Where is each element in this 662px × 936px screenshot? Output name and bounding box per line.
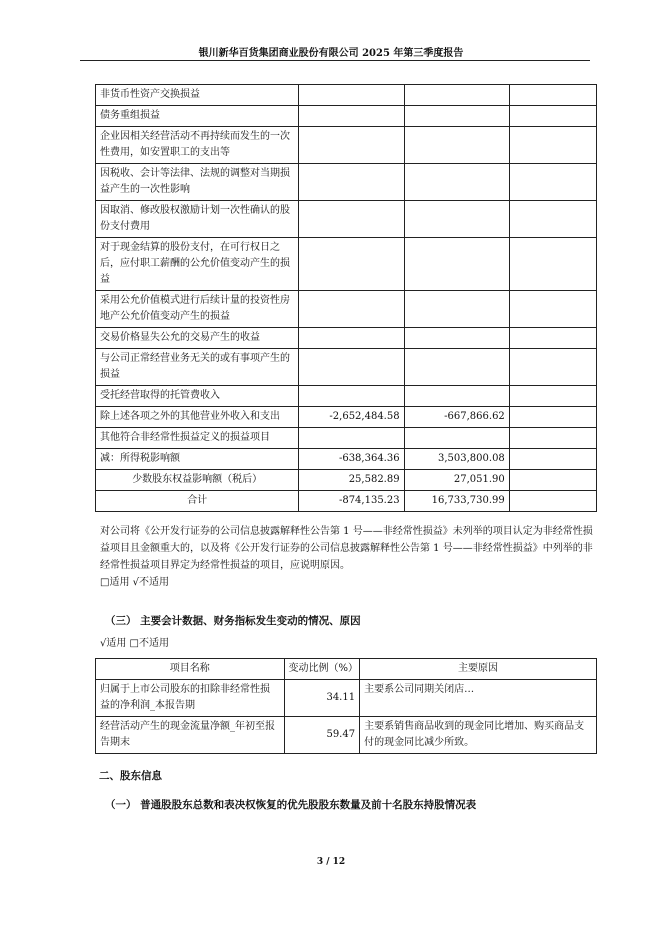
table-row xyxy=(96,470,597,491)
applicability-options: □适用 √不适用 xyxy=(100,577,169,588)
table-row xyxy=(96,238,597,291)
table-row-total xyxy=(96,491,597,512)
page-number: 3 / 12 xyxy=(316,857,346,867)
table-row xyxy=(96,85,597,106)
table-header-row xyxy=(96,659,597,680)
table-row xyxy=(96,407,597,428)
current-period-value xyxy=(299,328,404,349)
ytd-value xyxy=(404,238,509,291)
current-period-value: -874,135.23 xyxy=(299,491,404,512)
table-row xyxy=(96,127,597,164)
non-recurring-items-table xyxy=(95,84,597,512)
current-period-value xyxy=(299,164,404,201)
item-label: 因税收、会计等法律、法规的调整对当期损益产生的一次性影响 xyxy=(96,164,299,201)
header-divider xyxy=(80,60,590,61)
item-label: 受托经营取得的托管费收入 xyxy=(96,386,299,407)
section-heading-3: （三） 主要会计数据、财务指标发生变动的情况、原因 xyxy=(105,615,361,627)
table-row xyxy=(96,291,597,328)
item-note xyxy=(509,238,596,291)
ytd-value xyxy=(404,386,509,407)
table-row xyxy=(96,386,597,407)
item-label: 除上述各项之外的其他营业外收入和支出 xyxy=(96,407,299,428)
subsection-heading-1: （一） 普通股股东总数和表决权恢复的优先股股东数量及前十名股东持股情况表 xyxy=(105,799,477,811)
item-note xyxy=(509,349,596,386)
item-name: 归属于上市公司股东的扣除非经常性损益的净利润_本报告期 xyxy=(96,680,285,717)
ytd-value: 16,733,730.99 xyxy=(404,491,509,512)
explanation-paragraph: 对公司将《公开发行证券的公司信息披露解释性公告第 1 号——非经常性损益》未列举的项目认定为非经常性损益项目且金额重大的，以及将《公开发行证券的公司信息披露解释性公告第 1 号——非经常性损益》中列举的非经常性损益项目界定为经常性损益的项目，应说明原因。 xyxy=(100,526,593,571)
item-label: 非货币性资产交换损益 xyxy=(96,85,299,106)
table-row xyxy=(96,328,597,349)
current-period-value xyxy=(299,291,404,328)
table-row xyxy=(96,428,597,449)
item-note xyxy=(509,164,596,201)
current-period-value xyxy=(299,201,404,238)
table-row xyxy=(96,164,597,201)
page-header: 银川新华百货集团商业股份有限公司 2025 年第三季度报告 xyxy=(198,48,464,59)
column-header: 主要原因 xyxy=(360,659,597,680)
current-period-value: 25,582.89 xyxy=(299,470,404,491)
item-note xyxy=(509,85,596,106)
item-label: 债务重组损益 xyxy=(96,106,299,127)
ytd-value xyxy=(404,201,509,238)
current-period-value: -2,652,484.58 xyxy=(299,407,404,428)
current-period-value xyxy=(299,386,404,407)
ytd-value: 27,051.90 xyxy=(404,470,509,491)
change-ratio: 34.11 xyxy=(284,680,360,717)
current-period-value xyxy=(299,127,404,164)
item-label: 企业因相关经营活动不再持续而发生的一次性费用，如安置职工的支出等 xyxy=(96,127,299,164)
item-note xyxy=(509,328,596,349)
change-ratio: 59.47 xyxy=(284,717,360,754)
item-note xyxy=(509,470,596,491)
item-note xyxy=(509,127,596,164)
current-period-value xyxy=(299,106,404,127)
item-label: 减：所得税影响额 xyxy=(96,449,299,470)
table-row xyxy=(96,717,597,754)
column-header: 变动比例（%） xyxy=(284,659,360,680)
table-row xyxy=(96,349,597,386)
item-note xyxy=(509,291,596,328)
section-heading-shareholders: 二、股东信息 xyxy=(99,770,162,782)
ytd-value xyxy=(404,349,509,386)
item-note xyxy=(509,428,596,449)
item-label: 与公司正常经营业务无关的或有事项产生的损益 xyxy=(96,349,299,386)
current-period-value xyxy=(299,428,404,449)
ytd-value xyxy=(404,428,509,449)
table-row xyxy=(96,449,597,470)
current-period-value xyxy=(299,349,404,386)
ytd-value xyxy=(404,127,509,164)
column-header: 项目名称 xyxy=(96,659,285,680)
ytd-value xyxy=(404,328,509,349)
main-reason: 主要系公司同期关闭店… xyxy=(360,680,597,717)
item-label: 因取消、修改股权激励计划一次性确认的股份支付费用 xyxy=(96,201,299,238)
table-row xyxy=(96,201,597,238)
item-label: 少数股东权益影响额（税后） xyxy=(96,470,299,491)
main-reason: 主要系销售商品收到的现金同比增加、购买商品支付的现金同比减少所致。 xyxy=(360,717,597,754)
ytd-value xyxy=(404,164,509,201)
item-label: 合计 xyxy=(96,491,299,512)
item-note xyxy=(509,449,596,470)
item-note xyxy=(509,491,596,512)
ytd-value: -667,866.62 xyxy=(404,407,509,428)
item-note xyxy=(509,407,596,428)
current-period-value xyxy=(299,85,404,106)
item-note xyxy=(509,106,596,127)
ytd-value xyxy=(404,85,509,106)
ytd-value xyxy=(404,106,509,127)
table-row xyxy=(96,106,597,127)
ytd-value: 3,503,800.08 xyxy=(404,449,509,470)
ytd-value xyxy=(404,291,509,328)
item-label: 采用公允价值模式进行后续计量的投资性房地产公允价值变动产生的损益 xyxy=(96,291,299,328)
current-period-value: -638,364.36 xyxy=(299,449,404,470)
item-label: 交易价格显失公允的交易产生的收益 xyxy=(96,328,299,349)
section3-applicability: √适用 □不适用 xyxy=(100,638,169,649)
item-note xyxy=(509,386,596,407)
current-period-value xyxy=(299,238,404,291)
item-name: 经营活动产生的现金流量净额_年初至报告期末 xyxy=(96,717,285,754)
item-label: 对于现金结算的股份支付，在可行权日之后，应付职工薪酬的公允价值变动产生的损益 xyxy=(96,238,299,291)
item-note xyxy=(509,201,596,238)
item-label: 其他符合非经常性损益定义的损益项目 xyxy=(96,428,299,449)
change-reasons-table xyxy=(95,658,597,754)
table-row xyxy=(96,680,597,717)
